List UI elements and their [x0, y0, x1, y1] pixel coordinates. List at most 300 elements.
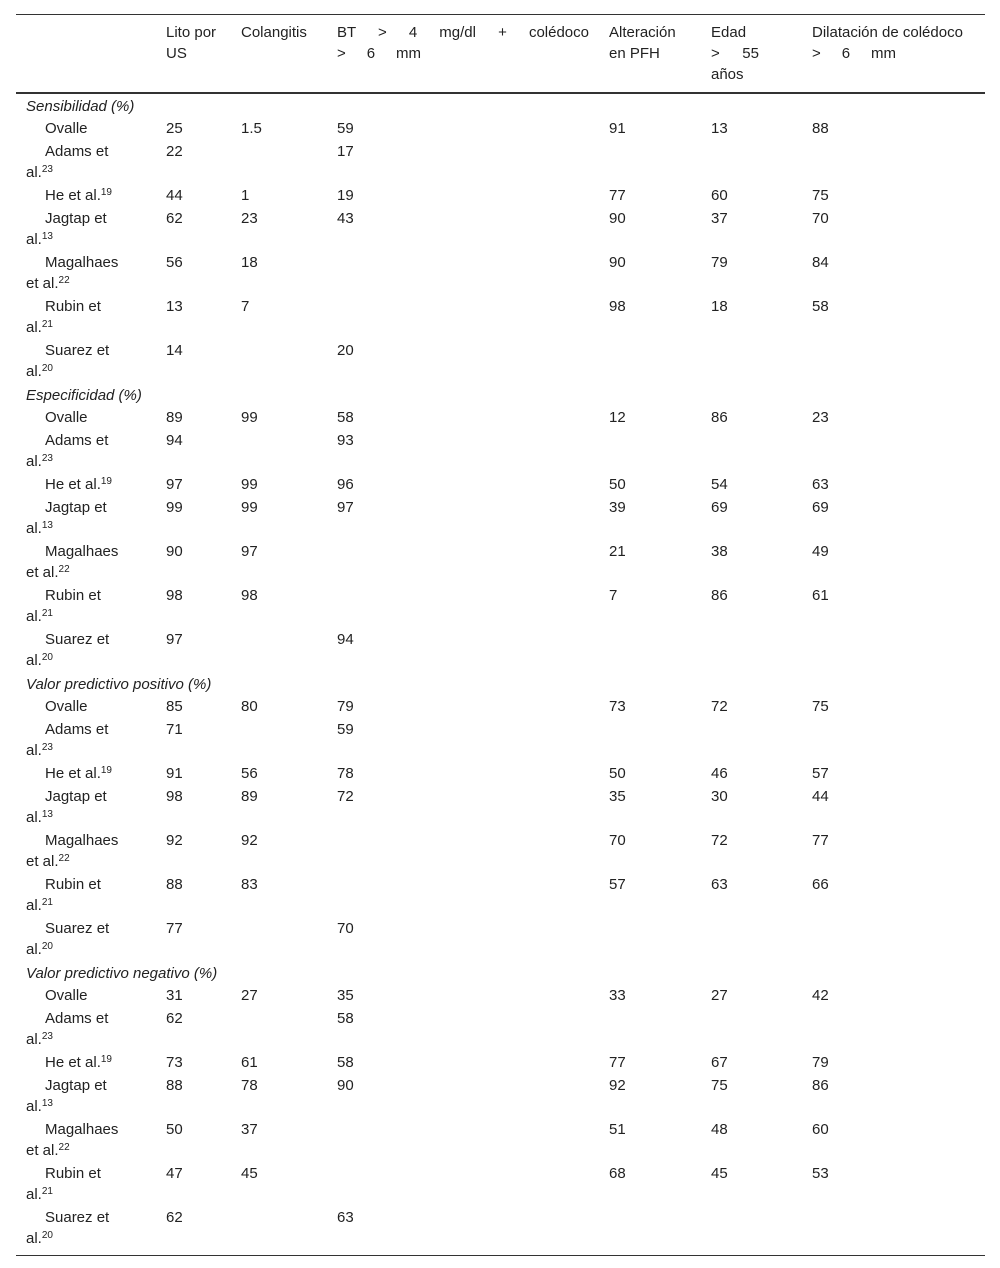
value-cell: 25	[166, 120, 183, 137]
value-cell: 44	[812, 788, 829, 805]
table-row	[16, 785, 985, 829]
section-row	[16, 961, 985, 984]
header-lito-por-us	[156, 15, 231, 94]
table-row	[16, 295, 985, 339]
value-cell: 71	[166, 721, 183, 738]
value-cell: 72	[711, 698, 728, 715]
value-cell	[802, 339, 985, 383]
value-cell	[231, 429, 327, 473]
value-cell: 79	[812, 1054, 829, 1071]
value-cell: 48	[711, 1121, 728, 1138]
header-line: años	[711, 66, 744, 83]
value-cell: 7	[241, 298, 250, 315]
value-cell: 90	[609, 254, 626, 271]
value-cell: 56	[166, 254, 183, 271]
table-row	[16, 1051, 985, 1074]
value-cell: 62	[166, 1209, 183, 1226]
reference-superscript: 19	[100, 1054, 112, 1065]
value-cell: 90	[609, 210, 626, 227]
study-name-cell	[16, 873, 156, 917]
value-cell	[231, 1206, 327, 1256]
value-cell: 37	[711, 210, 728, 227]
header-line: Dilatación de colédoco	[812, 24, 963, 41]
table-row	[16, 628, 985, 672]
value-cell	[701, 1007, 802, 1051]
value-cell: 88	[812, 120, 829, 137]
section-title: Especificidad (%)	[26, 387, 142, 404]
value-cell	[327, 540, 599, 584]
value-cell	[599, 718, 701, 762]
table-row	[16, 1118, 985, 1162]
value-cell	[327, 295, 599, 339]
reference-superscript: 22	[58, 853, 70, 864]
value-cell: 17	[337, 143, 354, 160]
value-cell	[599, 1007, 701, 1051]
value-cell: 80	[241, 698, 258, 715]
table-row	[16, 718, 985, 762]
value-cell	[327, 584, 599, 628]
value-cell: 18	[241, 254, 258, 271]
header-line: Edad	[711, 24, 747, 41]
predictive-values-table	[16, 14, 985, 1256]
reference-superscript: 13	[41, 1098, 53, 1109]
study-name-line1: Ovalle	[45, 409, 88, 426]
table-row	[16, 1074, 985, 1118]
value-cell: 56	[241, 765, 258, 782]
study-name-line2: al.	[26, 1230, 42, 1247]
value-cell: 79	[711, 254, 728, 271]
study-name-cell	[16, 184, 156, 207]
value-cell: 58	[337, 409, 354, 426]
value-cell	[701, 628, 802, 672]
value-cell: 86	[711, 409, 728, 426]
value-cell: 90	[337, 1077, 354, 1094]
value-cell: 43	[337, 210, 354, 227]
value-cell	[701, 718, 802, 762]
value-cell: 45	[711, 1165, 728, 1182]
value-cell: 89	[241, 788, 258, 805]
value-cell: 85	[166, 698, 183, 715]
value-cell	[701, 339, 802, 383]
header-alteracion-pfh	[599, 15, 701, 94]
value-cell: 63	[337, 1209, 354, 1226]
value-cell: 38	[711, 543, 728, 560]
value-cell: 90	[166, 543, 183, 560]
study-name-line1: Rubin et	[45, 587, 101, 604]
value-cell: 73	[166, 1054, 183, 1071]
study-name-line1: Ovalle	[45, 698, 88, 715]
value-cell: 92	[166, 832, 183, 849]
table-row	[16, 406, 985, 429]
study-name-line2: et al.	[26, 275, 59, 292]
table-row	[16, 584, 985, 628]
reference-superscript: 20	[41, 941, 53, 952]
study-name-line1: Suarez et	[45, 1209, 110, 1226]
value-cell	[327, 829, 599, 873]
study-name-cell	[16, 117, 156, 140]
value-cell: 91	[609, 120, 626, 137]
header-edad	[701, 15, 802, 94]
value-cell: 75	[711, 1077, 728, 1094]
value-cell	[231, 1007, 327, 1051]
value-cell: 70	[812, 210, 829, 227]
study-name-line2: al.	[26, 608, 42, 625]
value-cell: 37	[241, 1121, 258, 1138]
reference-superscript: 19	[100, 476, 112, 487]
study-name-line1: Jagtap et	[45, 499, 107, 516]
study-name-line1: Jagtap et	[45, 210, 107, 227]
value-cell: 78	[241, 1077, 258, 1094]
value-cell	[802, 628, 985, 672]
value-cell: 77	[812, 832, 829, 849]
value-cell	[231, 628, 327, 672]
value-cell: 89	[166, 409, 183, 426]
study-name-line1: Jagtap et	[45, 788, 107, 805]
value-cell: 70	[609, 832, 626, 849]
value-cell	[701, 140, 802, 184]
study-name-line1: He et al.	[45, 765, 101, 782]
value-cell	[701, 1206, 802, 1256]
value-cell	[599, 1206, 701, 1256]
study-name-line1: Rubin et	[45, 876, 101, 893]
value-cell	[231, 718, 327, 762]
value-cell: 72	[711, 832, 728, 849]
study-name-cell	[16, 140, 156, 184]
study-name-line2: al.	[26, 1186, 42, 1203]
reference-superscript: 22	[58, 1142, 70, 1153]
value-cell: 51	[609, 1121, 626, 1138]
header-bt-coledoco	[327, 15, 599, 94]
header-row	[16, 15, 985, 94]
value-cell: 23	[812, 409, 829, 426]
study-name-line1: Ovalle	[45, 120, 88, 137]
value-cell	[599, 429, 701, 473]
value-cell: 77	[166, 920, 183, 937]
reference-superscript: 21	[41, 608, 53, 619]
value-cell: 21	[609, 543, 626, 560]
table-container	[16, 14, 985, 1256]
study-name-line2: et al.	[26, 853, 59, 870]
header-dilatacion-coledoco	[802, 15, 985, 94]
table-row	[16, 695, 985, 718]
value-cell	[802, 140, 985, 184]
value-cell: 35	[609, 788, 626, 805]
study-name-line1: Adams et	[45, 1010, 109, 1027]
value-cell: 58	[337, 1054, 354, 1071]
study-name-cell	[16, 1118, 156, 1162]
reference-superscript: 22	[58, 564, 70, 575]
value-cell: 98	[166, 587, 183, 604]
reference-superscript: 20	[41, 1230, 53, 1241]
value-cell: 47	[166, 1165, 183, 1182]
value-cell: 99	[241, 409, 258, 426]
value-cell: 58	[812, 298, 829, 315]
reference-superscript: 19	[100, 187, 112, 198]
header-colangitis	[231, 15, 327, 94]
study-name-cell	[16, 785, 156, 829]
value-cell: 50	[609, 765, 626, 782]
study-name-cell	[16, 917, 156, 961]
value-cell: 72	[337, 788, 354, 805]
value-cell: 22	[166, 143, 183, 160]
value-cell	[327, 251, 599, 295]
study-name-line2: et al.	[26, 1142, 59, 1159]
header-line: > 6 mm	[812, 45, 896, 62]
value-cell: 99	[241, 476, 258, 493]
value-cell: 35	[337, 987, 354, 1004]
value-cell	[802, 429, 985, 473]
table-row	[16, 917, 985, 961]
study-name-cell	[16, 295, 156, 339]
value-cell: 86	[711, 587, 728, 604]
study-name-line1: He et al.	[45, 476, 101, 493]
section-row	[16, 383, 985, 406]
table-row	[16, 117, 985, 140]
section-title: Sensibilidad (%)	[26, 98, 135, 115]
value-cell	[802, 917, 985, 961]
study-name-line1: Magalhaes	[45, 1121, 119, 1138]
study-name-line2: al.	[26, 941, 42, 958]
value-cell: 67	[711, 1054, 728, 1071]
study-name-cell	[16, 829, 156, 873]
value-cell: 50	[166, 1121, 183, 1138]
value-cell: 45	[241, 1165, 258, 1182]
value-cell: 12	[609, 409, 626, 426]
value-cell: 14	[166, 342, 183, 359]
study-name-line1: Suarez et	[45, 920, 110, 937]
reference-superscript: 23	[41, 742, 53, 753]
study-name-cell	[16, 207, 156, 251]
section-row	[16, 93, 985, 117]
value-cell: 33	[609, 987, 626, 1004]
section-title: Valor predictivo negativo (%)	[26, 965, 218, 982]
reference-superscript: 23	[41, 1031, 53, 1042]
value-cell: 31	[166, 987, 183, 1004]
study-name-cell	[16, 540, 156, 584]
header-line: > 6 mm	[337, 45, 421, 62]
study-name-line2: al.	[26, 453, 42, 470]
study-name-cell	[16, 429, 156, 473]
study-name-line2: al.	[26, 897, 42, 914]
study-name-cell	[16, 762, 156, 785]
study-name-line1: Magalhaes	[45, 832, 119, 849]
study-name-line2: al.	[26, 319, 42, 336]
value-cell: 62	[166, 1010, 183, 1027]
value-cell: 49	[812, 543, 829, 560]
value-cell: 98	[241, 587, 258, 604]
value-cell: 58	[337, 1010, 354, 1027]
value-cell: 88	[166, 876, 183, 893]
study-name-cell	[16, 628, 156, 672]
table-body	[16, 93, 985, 1256]
value-cell: 97	[166, 631, 183, 648]
study-name-line1: Adams et	[45, 432, 109, 449]
study-name-line1: Adams et	[45, 721, 109, 738]
value-cell: 77	[609, 1054, 626, 1071]
value-cell: 54	[711, 476, 728, 493]
value-cell: 73	[609, 698, 626, 715]
value-cell	[802, 1206, 985, 1256]
value-cell: 7	[609, 587, 618, 604]
table-row	[16, 207, 985, 251]
study-name-cell	[16, 1074, 156, 1118]
value-cell	[231, 917, 327, 961]
value-cell: 66	[812, 876, 829, 893]
value-cell: 53	[812, 1165, 829, 1182]
table-header	[16, 15, 985, 94]
study-name-line2: al.	[26, 742, 42, 759]
value-cell: 75	[812, 698, 829, 715]
value-cell: 20	[337, 342, 354, 359]
value-cell: 46	[711, 765, 728, 782]
value-cell: 69	[812, 499, 829, 516]
study-name-cell	[16, 1206, 156, 1256]
value-cell: 1	[241, 187, 250, 204]
study-name-line1: Ovalle	[45, 987, 88, 1004]
table-row	[16, 762, 985, 785]
value-cell: 84	[812, 254, 829, 271]
study-name-cell	[16, 473, 156, 496]
value-cell: 50	[609, 476, 626, 493]
value-cell: 83	[241, 876, 258, 893]
value-cell	[802, 1007, 985, 1051]
value-cell	[599, 339, 701, 383]
section-title: Valor predictivo positivo (%)	[26, 676, 212, 693]
table-row	[16, 339, 985, 383]
value-cell: 19	[337, 187, 354, 204]
value-cell: 63	[711, 876, 728, 893]
study-name-line2: al.	[26, 164, 42, 181]
study-name-line2: al.	[26, 231, 42, 248]
study-name-line1: Rubin et	[45, 1165, 101, 1182]
study-name-line2: al.	[26, 363, 42, 380]
value-cell: 61	[812, 587, 829, 604]
value-cell: 59	[337, 120, 354, 137]
table-row	[16, 496, 985, 540]
value-cell: 27	[241, 987, 258, 1004]
value-cell: 60	[711, 187, 728, 204]
study-name-cell	[16, 1162, 156, 1206]
value-cell	[599, 917, 701, 961]
study-name-cell	[16, 695, 156, 718]
reference-superscript: 13	[41, 809, 53, 820]
study-name-line2: al.	[26, 1098, 42, 1115]
reference-superscript: 20	[41, 363, 53, 374]
study-name-line1: Suarez et	[45, 631, 110, 648]
value-cell: 77	[609, 187, 626, 204]
value-cell: 93	[337, 432, 354, 449]
value-cell	[327, 873, 599, 917]
study-name-line1: Suarez et	[45, 342, 110, 359]
study-name-cell	[16, 1051, 156, 1074]
reference-superscript: 13	[41, 520, 53, 531]
header-line: en PFH	[609, 45, 660, 62]
value-cell: 92	[241, 832, 258, 849]
header-line: Lito por	[166, 24, 217, 41]
study-name-line1: He et al.	[45, 187, 101, 204]
reference-superscript: 23	[41, 453, 53, 464]
value-cell	[599, 140, 701, 184]
value-cell: 39	[609, 499, 626, 516]
value-cell: 13	[711, 120, 728, 137]
table-row	[16, 140, 985, 184]
study-name-cell	[16, 339, 156, 383]
value-cell: 88	[166, 1077, 183, 1094]
value-cell: 57	[812, 765, 829, 782]
study-name-cell	[16, 251, 156, 295]
table-row	[16, 473, 985, 496]
value-cell	[599, 628, 701, 672]
value-cell: 94	[337, 631, 354, 648]
value-cell	[231, 339, 327, 383]
value-cell: 96	[337, 476, 354, 493]
section-row	[16, 672, 985, 695]
study-name-cell	[16, 496, 156, 540]
table-row	[16, 829, 985, 873]
reference-superscript: 23	[41, 164, 53, 175]
study-name-cell	[16, 584, 156, 628]
value-cell: 61	[241, 1054, 258, 1071]
header-line: Colangitis	[241, 24, 307, 41]
value-cell	[802, 718, 985, 762]
study-name-line2: et al.	[26, 564, 59, 581]
table-row	[16, 1162, 985, 1206]
value-cell: 91	[166, 765, 183, 782]
study-name-cell	[16, 406, 156, 429]
value-cell	[701, 917, 802, 961]
value-cell: 1.5	[241, 120, 262, 137]
study-name-cell	[16, 1007, 156, 1051]
reference-superscript: 21	[41, 897, 53, 908]
study-name-line1: Adams et	[45, 143, 109, 160]
value-cell: 23	[241, 210, 258, 227]
table-row	[16, 251, 985, 295]
study-name-cell	[16, 718, 156, 762]
value-cell: 97	[337, 499, 354, 516]
header-line: > 55	[711, 45, 759, 62]
value-cell: 99	[241, 499, 258, 516]
value-cell: 60	[812, 1121, 829, 1138]
value-cell	[231, 140, 327, 184]
value-cell: 97	[241, 543, 258, 560]
value-cell: 78	[337, 765, 354, 782]
value-cell: 70	[337, 920, 354, 937]
value-cell: 18	[711, 298, 728, 315]
value-cell: 44	[166, 187, 183, 204]
value-cell: 98	[166, 788, 183, 805]
value-cell: 62	[166, 210, 183, 227]
reference-superscript: 19	[100, 765, 112, 776]
study-name-line2: al.	[26, 520, 42, 537]
study-name-line1: Magalhaes	[45, 254, 119, 271]
value-cell: 27	[711, 987, 728, 1004]
study-name-line1: Rubin et	[45, 298, 101, 315]
value-cell: 59	[337, 721, 354, 738]
reference-superscript: 22	[58, 275, 70, 286]
value-cell: 97	[166, 476, 183, 493]
header-line: US	[166, 45, 187, 62]
value-cell: 42	[812, 987, 829, 1004]
value-cell: 79	[337, 698, 354, 715]
study-name-cell	[16, 984, 156, 1007]
value-cell: 13	[166, 298, 183, 315]
reference-superscript: 20	[41, 652, 53, 663]
study-name-line1: He et al.	[45, 1054, 101, 1071]
value-cell	[327, 1118, 599, 1162]
value-cell	[701, 429, 802, 473]
study-name-line1: Magalhaes	[45, 543, 119, 560]
table-row	[16, 184, 985, 207]
